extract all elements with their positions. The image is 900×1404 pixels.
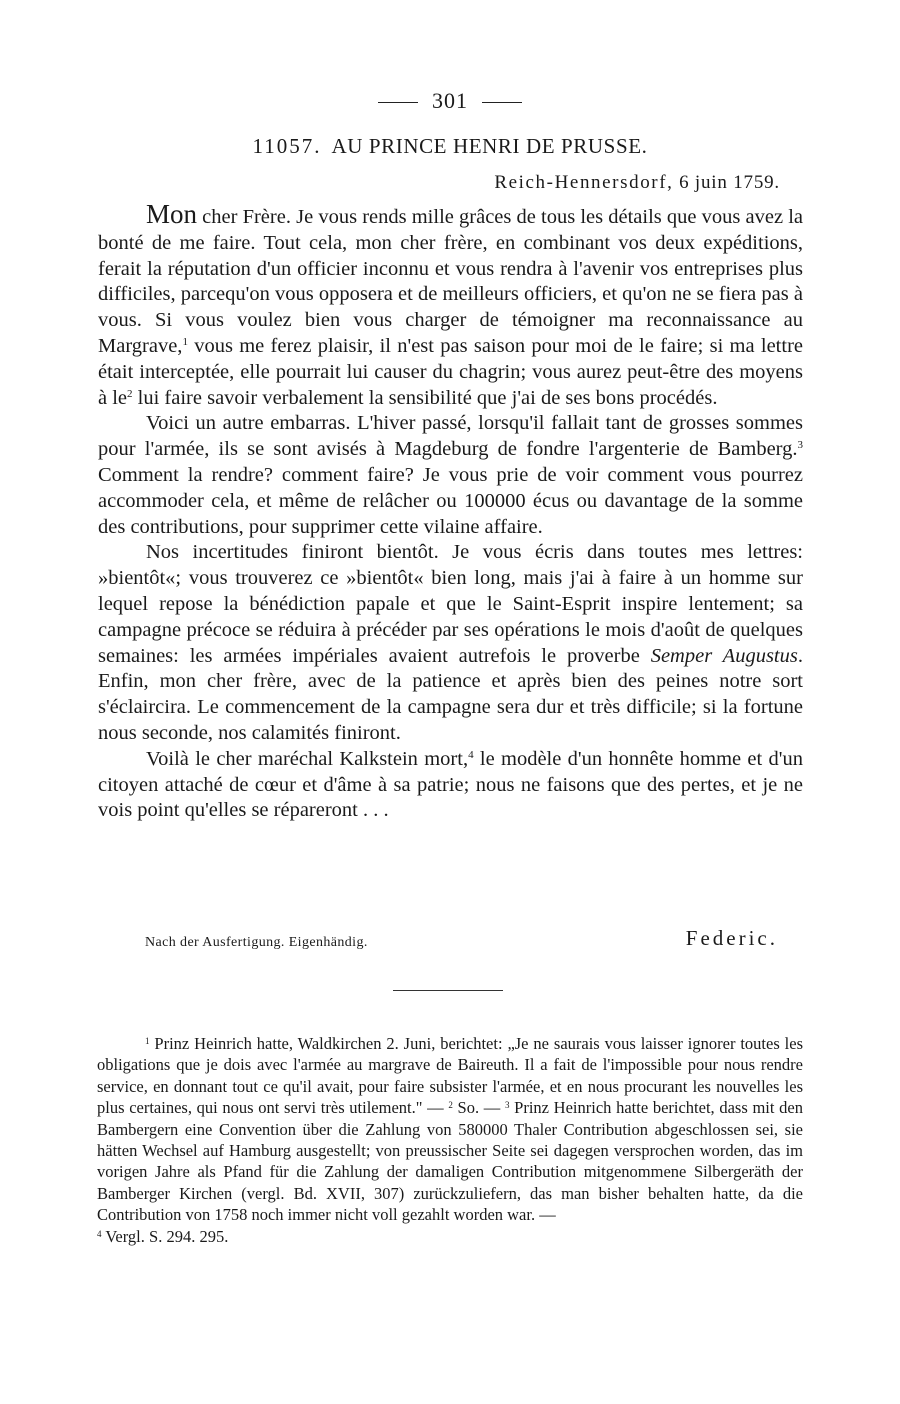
signature: Federic. [685, 926, 778, 950]
paragraph-1-text-a: cher Frère. Je vous rends mille grâces de tous les détails que vous avez la bonté de me faire. Tout cela, mon cher frère, en combinant vos deux expéditions, ferait la réputation d'un officier inconnu et vous rendra à l'avenir vos entreprises plus difficiles, parcequ'on vous opposera et de meilleurs officiers, et qu'on ne se fiera pas à vous. Si vous voulez bien vous charger de témoigner ma reconnaissance au Margrave, [98, 206, 803, 357]
footnote-3-text: Prinz Heinrich hatte berichtet, dass mit den Bambergern eine Convention über die Zahlung von 580000 Thaler Contribution abgeschlossen sei, sie hätten Wechsel auf Hamburg ausgestellt; von preussischer Seite sei dagegen versprochen worden, das im vorigen Jahre als Pfand für die Zahlung der damaligen Contribution mitgenommene Silbergeräth der Bamberger Kirchen (vergl. Bd. XVII, 307) zurückzuliefern, das man bisher behalten hatte, da die Contribution von 1758 noch immer nicht voll gezahlt worden war. — [97, 1098, 803, 1225]
footnote-2-text: So. — [452, 1098, 505, 1118]
footnote-1-mark: 1 [145, 1036, 150, 1046]
letter-number: 11057. [252, 134, 322, 158]
paragraph-4 [98, 747, 803, 824]
header-dash-left [378, 102, 418, 103]
paragraph-4-text-b: le modèle d'un honnête homme et d'un citoyen attaché de cœur et d'âme à sa patrie; nous ne faisons que des pertes, et je ne vois point qu'elles se répareront . . . [98, 747, 803, 822]
footnote-ref-4: 4 [468, 748, 474, 761]
footnote-ref-3: 3 [797, 439, 803, 452]
page-header [0, 88, 900, 114]
paragraph-2-text-b: Comment la rendre? comment faire? Je vous prie de voir comment vous pourrez accommoder cela, et même de relâcher ou 100000 écus ou davantage de la somme des contributions, pour supprimer cette vilaine affaire. [98, 463, 803, 538]
dateline-place: Reich-Hennersdorf, [494, 172, 674, 193]
paragraph-1-text-b: vous me ferez plaisir, il n'est pas saison pour moi de le faire; si ma lettre était interceptée, elle pourrait lui causer du chagrin; vous aurez peut-être des moyens à le [98, 334, 803, 409]
footnote-ref-1: 1 [182, 335, 188, 348]
letter-title: AU PRINCE HENRI DE PRUSSE. [331, 134, 648, 158]
paragraph-4-text-a: Voilà le cher maréchal Kalkstein mort, [146, 747, 469, 770]
letter-heading [0, 134, 900, 159]
footnote-4-mark: 4 [97, 1228, 102, 1239]
paragraph-3 [98, 540, 803, 746]
paragraph-3-text-b: . Enfin, mon cher frère, avec de la patience et après bien des peines notre sort s'éclaircira. Le commencement de la campagne sera dur et très difficile; si la fortune nous seconde, nos calamités finiront. [98, 644, 803, 744]
salutation-initial: Mon [146, 199, 198, 229]
footnote-3-mark: 3 [504, 1100, 510, 1111]
latin-phrase: Semper Augustus [650, 644, 798, 667]
letter-body [98, 199, 803, 824]
page-number: 301 [432, 88, 468, 113]
footnote-block [97, 1033, 803, 1247]
footnotes [97, 1033, 803, 1247]
paragraph-3-text-a: Nos incertitudes finiront bientôt. Je vous écris dans toutes mes lettres: »bientôt«; vous trouverez ce »bientôt« bien long, mais j'ai à faire à un homme sur lequel repose la bénédiction papale et que le Saint-Esprit inspire lentement; sa campagne précoce se réduira à précéder par ses opérations le mois d'août de quelques semaines: les armées impériales avaient autrefois le proverbe [98, 541, 803, 667]
footnote-1-text: Prinz Heinrich hatte, Waldkirchen 2. Juni, berichtet: „Je ne saurais vous laisser ignorer toutes les obligations que je dois avec l'armée au margrave de Baireuth. Il a fait de l'impossible pour nous rendre service, en donnant tout ce qu'il avait, pour faire subsister l'armée, et en nous procurant les nouvelles les plus certaines, qui nous ont servi très utilement." — [97, 1034, 803, 1118]
source-note: Nach der Ausfertigung. Eigenhändig. [145, 935, 368, 950]
dateline-date: 6 juin 1759. [679, 172, 780, 193]
dateline [494, 172, 780, 194]
footnote-ref-2: 2 [127, 387, 133, 400]
footnote-2-mark: 2 [448, 1100, 453, 1111]
paragraph-1-text-c: lui faire savoir verbalement la sensibilité que j'ai de ses bons procédés. [132, 386, 718, 409]
footnote-separator [393, 990, 503, 991]
footnote-4-text: Vergl. S. 294. 295. [101, 1226, 229, 1246]
paragraph-2-text-a: Voici un autre embarras. L'hiver passé, lorsqu'il fallait tant de grosses sommes pour l'armée, ils se sont avisés à Magdeburg de fondre l'argenterie de Bamberg. [98, 412, 803, 461]
paragraph-2 [98, 411, 803, 540]
header-dash-right [482, 102, 522, 103]
paragraph-1 [98, 199, 803, 411]
